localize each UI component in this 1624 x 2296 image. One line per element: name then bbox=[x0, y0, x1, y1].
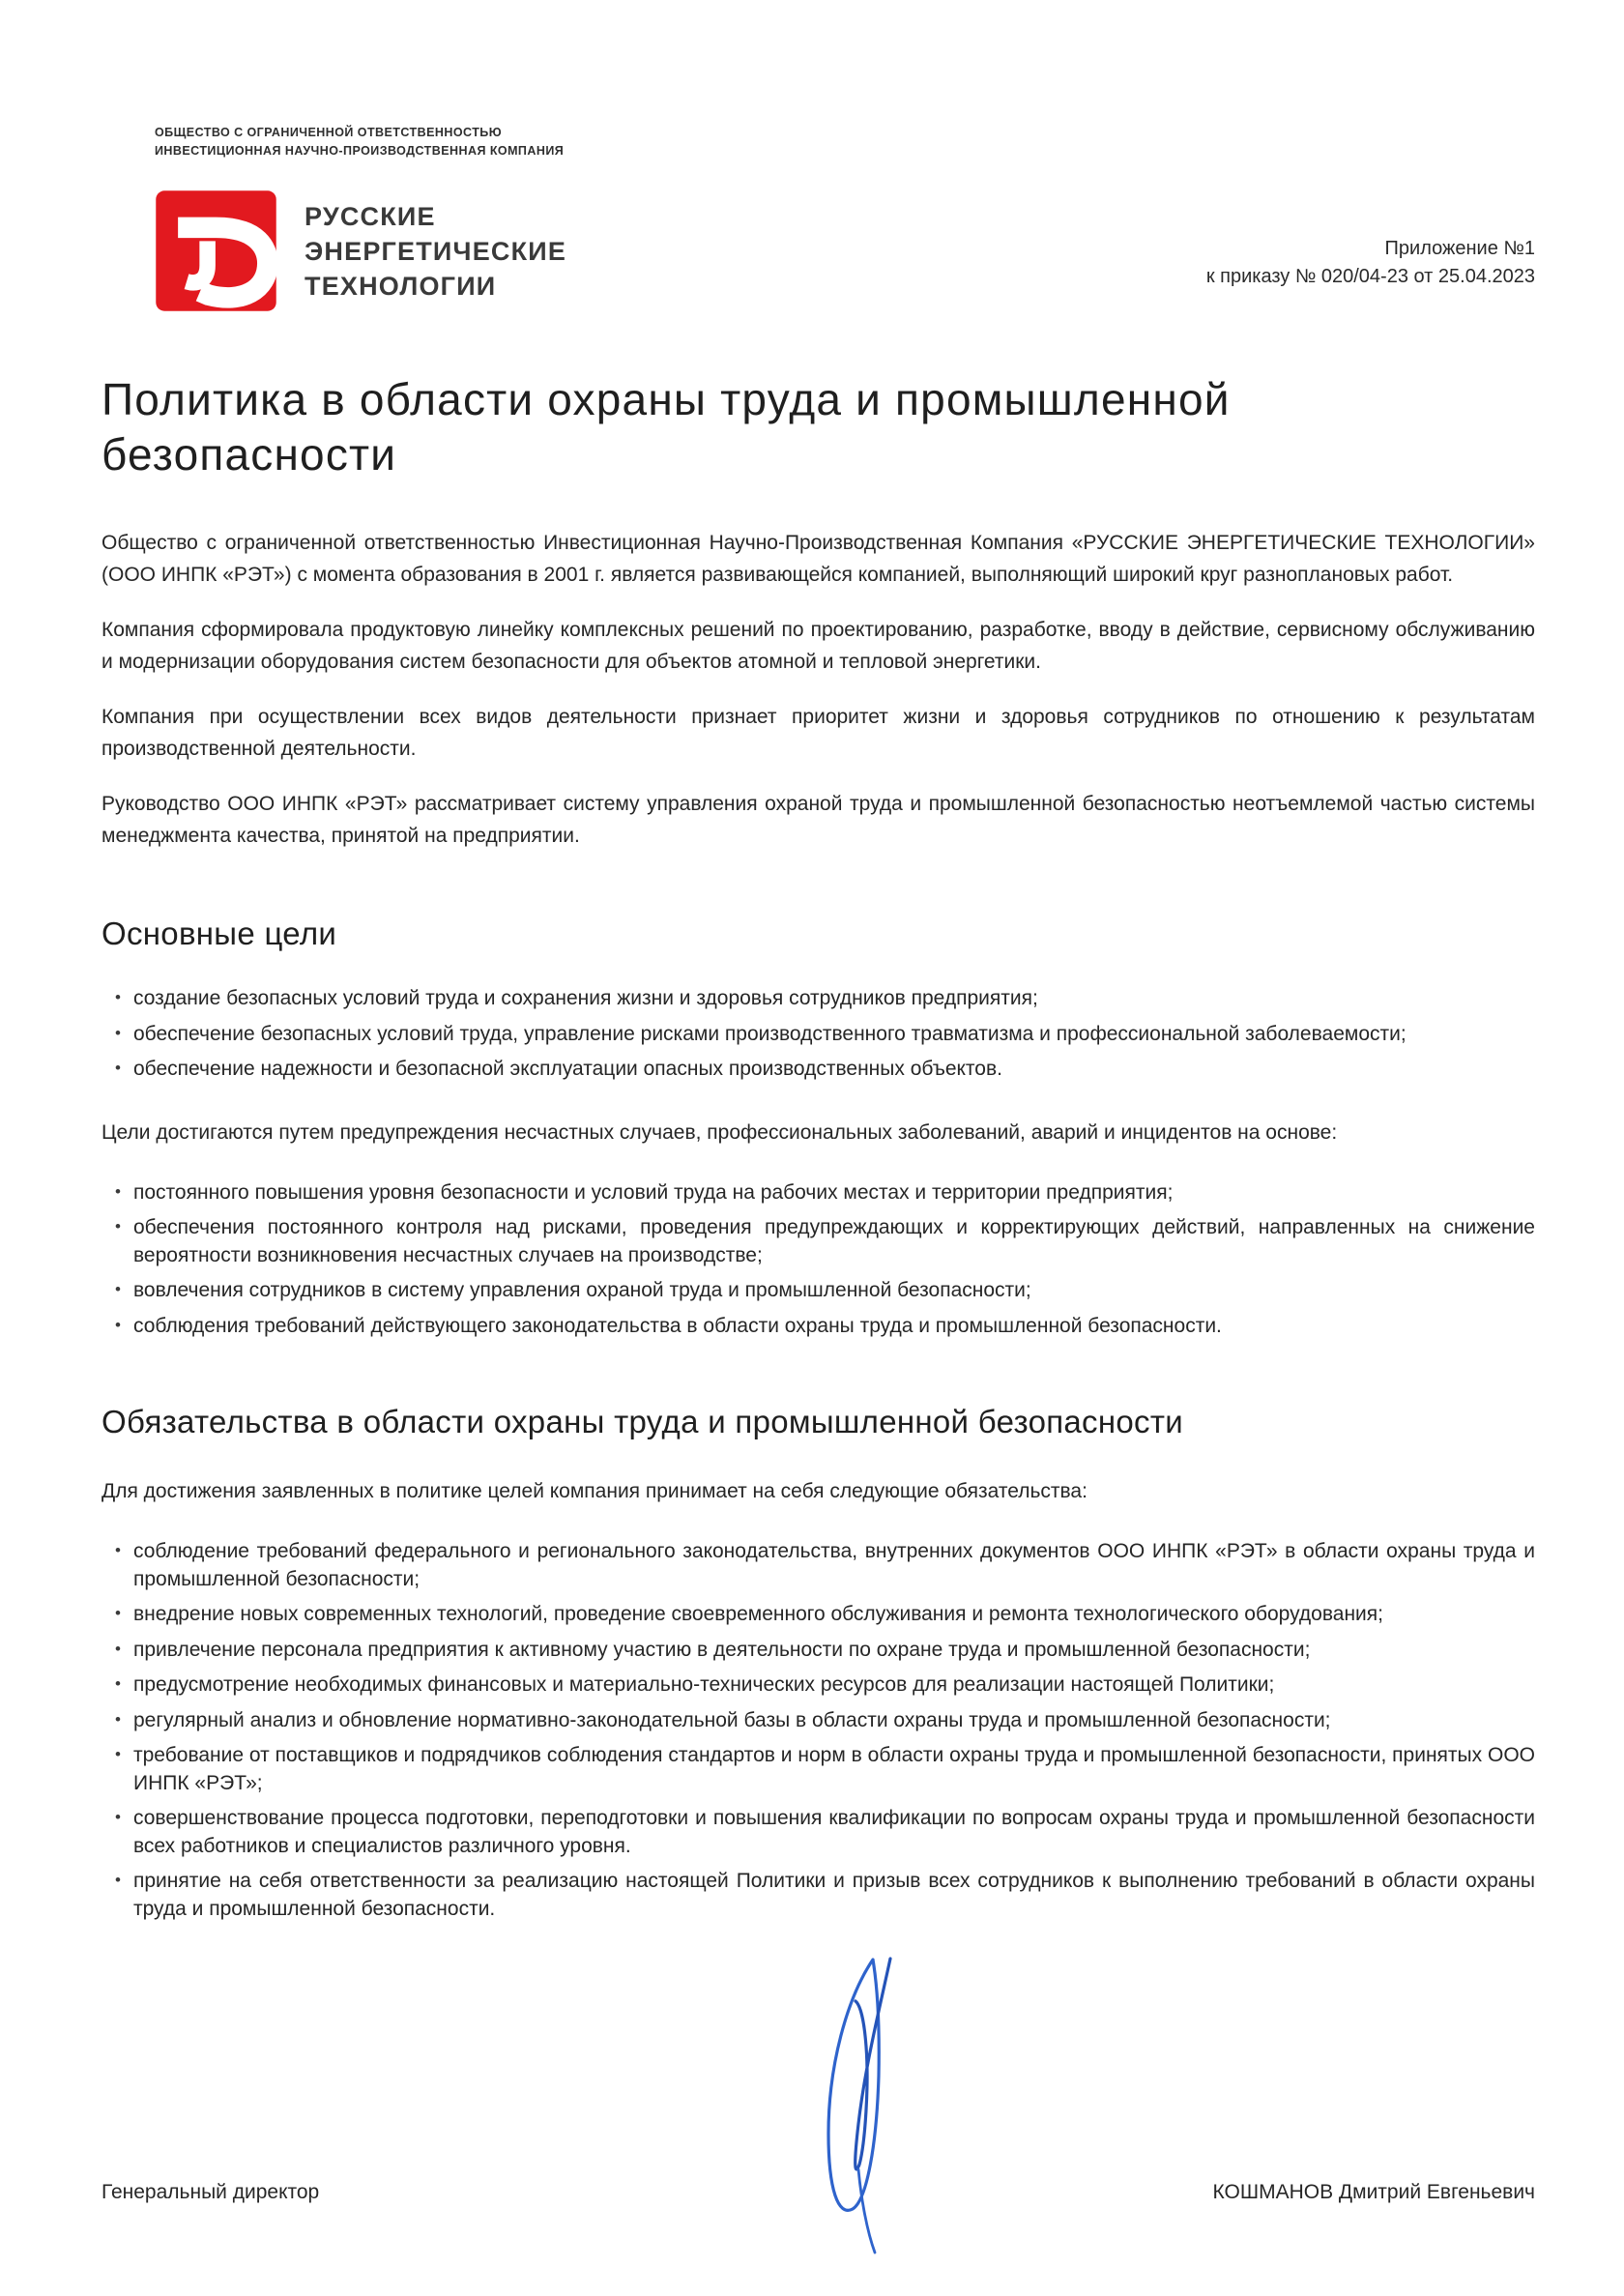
goals-list bbox=[102, 985, 1535, 1084]
brand-name bbox=[304, 199, 566, 304]
intro-paragraph-3: Компания при осуществлении всех видов деятельности признает приоритет жизни и здоровья сотрудников по отношению к результатам производственной деятельности. bbox=[102, 706, 1535, 760]
brand-word-3: ТЕХНОЛОГИИ bbox=[304, 271, 497, 301]
signer-position: Генеральный директор bbox=[102, 2181, 320, 2203]
list-item: • обеспечение безопасных условий труда, управление рисками производственного травматизма и профессиональной заболеваемости; bbox=[102, 1021, 1535, 1049]
list-item: • требование от поставщиков и подрядчиков соблюдения стандартов и норм в области охраны труда и промышленной безопасности, принятых ООО ИНПК «РЭТ»; bbox=[102, 1742, 1535, 1797]
org-line-1: ОБЩЕСТВО С ОГРАНИЧЕННОЙ ОТВЕТСТВЕННОСТЬЮ bbox=[155, 126, 503, 139]
signer-name: КОШМАНОВ Дмитрий Евгеньевич bbox=[1212, 2181, 1535, 2203]
section-heading-goals: Основные цели bbox=[102, 915, 337, 951]
list-item: • привлечение персонала предприятия к активному участию в деятельности по охране труда и промышленной безопасности; bbox=[102, 1637, 1535, 1665]
intro-paragraph-4: Руководство ООО ИНПК «РЭТ» рассматривает систему управления охраной труда и промышленной безопасностью неотъемлемой частью системы менеджмента качества, принятой на предприятии. bbox=[102, 793, 1535, 847]
goals-paragraph: Цели достигаются путем предупреждения несчастных случаев, профессиональных заболеваний, аварий и инцидентов на основе: bbox=[102, 1120, 1338, 1144]
signature-block bbox=[102, 2179, 1535, 2206]
intro-paragraph-1: Общество с ограниченной ответственностью Инвестиционная Научно-Производственная Компания «РУССКИЕ ЭНЕРГЕТИЧЕСКИЕ ТЕХНОЛОГИИ» (ООО ИНПК «РЭТ») с момента образования в 2001 г. является развивающейся компанией, выполняющий широкий круг разноплановых работ. bbox=[102, 532, 1535, 586]
list-item: • внедрение новых современных технологий, проведение своевременного обслуживания и ремонта технологического оборудования; bbox=[102, 1601, 1535, 1629]
company-legal-form bbox=[155, 124, 1535, 160]
list-item: • принятие на себя ответственности за реализацию настоящей Политики и призыв всех сотрудников к выполнению требований в области охраны труда и промышленной безопасности. bbox=[102, 1868, 1535, 1923]
list-item: • создание безопасных условий труда и сохранения жизни и здоровья сотрудников предприятия; bbox=[102, 985, 1535, 1013]
ret-logo-icon bbox=[155, 189, 277, 312]
org-line-2: ИНВЕСТИЦИОННАЯ НАУЧНО-ПРОИЗВОДСТВЕННАЯ КОМПАНИЯ bbox=[155, 144, 565, 158]
annex-line-2: к приказу № 020/04-23 от 25.04.2023 bbox=[1205, 266, 1535, 287]
goals-achievement-list bbox=[102, 1179, 1535, 1341]
intro-paragraph-2: Компания сформировала продуктовую линейку комплексных решений по проектированию, разработке, вводу в действие, сервисному обслуживанию и модернизации оборудования систем безопасности для объектов атомной и тепловой энергетики. bbox=[102, 619, 1535, 673]
brand-word-1: РУССКИЕ bbox=[304, 201, 436, 231]
list-item: • обеспечения постоянного контроля над рисками, проведения предупреждающих и корректирующих действий, направленных на снижение вероятности возникновения несчастных случаев на производстве; bbox=[102, 1214, 1535, 1269]
list-item: • регулярный анализ и обновление нормативно-законодательной базы в области охраны труда и промышленной безопасности; bbox=[102, 1707, 1535, 1735]
list-item: • соблюдения требований действующего законодательства в области охраны труда и промышленной безопасности. bbox=[102, 1313, 1535, 1341]
obligations-paragraph: Для достижения заявленных в политике целей компания принимает на себя следующие обязательства: bbox=[102, 1480, 1088, 1502]
list-item: • постоянного повышения уровня безопасности и условий труда на рабочих местах и территории предприятия; bbox=[102, 1179, 1535, 1207]
annex-reference bbox=[1206, 235, 1535, 291]
list-item: • совершенствование процесса подготовки, переподготовки и повышения квалификации по вопросам охраны труда и промышленной безопасности всех работников и специалистов различного уровня. bbox=[102, 1805, 1535, 1860]
document-title: Политика в области охраны труда и промышленной безопасности bbox=[102, 374, 1231, 480]
list-item: • соблюдение требований федерального и регионального законодательства, внутренних документов ООО ИНПК «РЭТ» в области охраны труда и промышленной безопасности; bbox=[102, 1538, 1535, 1593]
obligations-list bbox=[102, 1538, 1535, 1923]
list-item: • обеспечение надежности и безопасной эксплуатации опасных производственных объектов. bbox=[102, 1056, 1535, 1084]
signature-ink bbox=[815, 1945, 912, 2264]
annex-line-1: Приложение №1 bbox=[1384, 238, 1535, 259]
list-item: • вовлечения сотрудников в систему управления охраной труда и промышленной безопасности; bbox=[102, 1277, 1535, 1305]
brand-word-2: ЭНЕРГЕТИЧЕСКИЕ bbox=[304, 236, 567, 266]
list-item: • предусмотрение необходимых финансовых и материально-технических ресурсов для реализации настоящей Политики; bbox=[102, 1671, 1535, 1700]
section-heading-obligations: Обязательства в области охраны труда и промышленной безопасности bbox=[102, 1404, 1183, 1439]
